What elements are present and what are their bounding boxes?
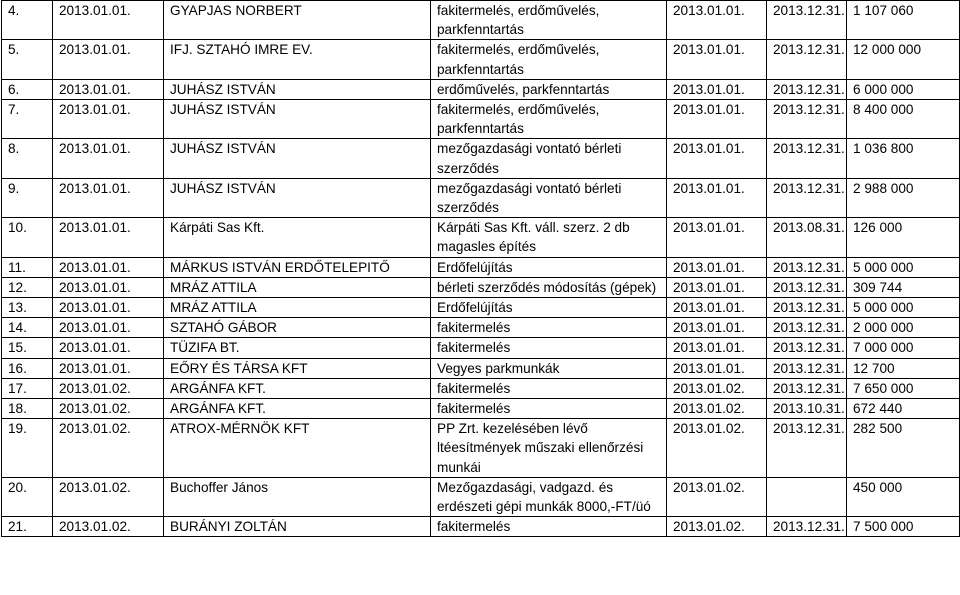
- amount-cell: 6 000 000: [847, 79, 960, 99]
- contract-subject-cell: fakitermelés: [431, 517, 667, 537]
- table-row: [2, 318, 960, 338]
- end-date-cell: 2013.12.31.: [767, 139, 847, 178]
- table-row: [2, 40, 960, 79]
- start-date-cell: 2013.01.01.: [667, 277, 767, 297]
- contract-date-cell: 2013.01.01.: [53, 100, 164, 139]
- row-number-cell: 10.: [2, 218, 53, 257]
- contract-subject-cell: mezőgazdasági vontató bérleti szerződés: [431, 178, 667, 217]
- contract-subject-cell: fakitermelés: [431, 318, 667, 338]
- amount-cell: 5 000 000: [847, 298, 960, 318]
- contract-subject-cell: fakitermelés, erdőművelés, parkfenntartás: [431, 40, 667, 79]
- start-date-cell: 2013.01.01.: [667, 318, 767, 338]
- end-date-cell: 2013.12.31.: [767, 178, 847, 217]
- amount-cell: 12 000 000: [847, 40, 960, 79]
- contract-party-cell: IFJ. SZTAHÓ IMRE EV.: [164, 40, 431, 79]
- contract-party-cell: MRÁZ ATTILA: [164, 298, 431, 318]
- contract-party-cell: Kárpáti Sas Kft.: [164, 218, 431, 257]
- contract-date-cell: 2013.01.02.: [53, 399, 164, 419]
- table-row: [2, 1, 960, 40]
- end-date-cell: [767, 477, 847, 516]
- table-row: [2, 178, 960, 217]
- contract-subject-cell: Vegyes parkmunkák: [431, 358, 667, 378]
- start-date-cell: 2013.01.02.: [667, 517, 767, 537]
- row-number-cell: 20.: [2, 477, 53, 516]
- table-row: [2, 139, 960, 178]
- start-date-cell: 2013.01.01.: [667, 178, 767, 217]
- row-number-cell: 12.: [2, 277, 53, 297]
- contract-date-cell: 2013.01.01.: [53, 178, 164, 217]
- contract-subject-cell: fakitermelés, erdőművelés, parkfenntartás: [431, 1, 667, 40]
- contract-date-cell: 2013.01.01.: [53, 298, 164, 318]
- contract-party-cell: JUHÁSZ ISTVÁN: [164, 79, 431, 99]
- amount-cell: 309 744: [847, 277, 960, 297]
- contract-party-cell: TÜZIFA BT.: [164, 338, 431, 358]
- contract-date-cell: 2013.01.02.: [53, 517, 164, 537]
- contract-date-cell: 2013.01.01.: [53, 358, 164, 378]
- table-row: [2, 358, 960, 378]
- contract-party-cell: JUHÁSZ ISTVÁN: [164, 178, 431, 217]
- contract-subject-cell: fakitermelés, erdőművelés, parkfenntartás: [431, 100, 667, 139]
- row-number-cell: 17.: [2, 378, 53, 398]
- table-row: [2, 419, 960, 478]
- contract-party-cell: JUHÁSZ ISTVÁN: [164, 139, 431, 178]
- start-date-cell: 2013.01.01.: [667, 257, 767, 277]
- contract-party-cell: BURÁNYI ZOLTÁN: [164, 517, 431, 537]
- row-number-cell: 4.: [2, 1, 53, 40]
- contract-date-cell: 2013.01.01.: [53, 318, 164, 338]
- row-number-cell: 19.: [2, 419, 53, 478]
- row-number-cell: 8.: [2, 139, 53, 178]
- end-date-cell: 2013.12.31.: [767, 517, 847, 537]
- amount-cell: 450 000: [847, 477, 960, 516]
- end-date-cell: 2013.12.31.: [767, 298, 847, 318]
- amount-cell: 7 000 000: [847, 338, 960, 358]
- table-row: [2, 277, 960, 297]
- start-date-cell: 2013.01.01.: [667, 40, 767, 79]
- row-number-cell: 5.: [2, 40, 53, 79]
- end-date-cell: 2013.12.31.: [767, 40, 847, 79]
- contract-party-cell: MRÁZ ATTILA: [164, 277, 431, 297]
- start-date-cell: 2013.01.02.: [667, 399, 767, 419]
- contract-date-cell: 2013.01.02.: [53, 419, 164, 478]
- amount-cell: 2 988 000: [847, 178, 960, 217]
- contract-party-cell: EŐRY ÉS TÁRSA KFT: [164, 358, 431, 378]
- contract-subject-cell: bérleti szerződés módosítás (gépek): [431, 277, 667, 297]
- start-date-cell: 2013.01.02.: [667, 419, 767, 478]
- table-row: [2, 399, 960, 419]
- table-row: [2, 517, 960, 537]
- contract-date-cell: 2013.01.01.: [53, 139, 164, 178]
- table-row: [2, 338, 960, 358]
- start-date-cell: 2013.01.01.: [667, 358, 767, 378]
- table-row: [2, 218, 960, 257]
- contract-party-cell: SZTAHÓ GÁBOR: [164, 318, 431, 338]
- amount-cell: 5 000 000: [847, 257, 960, 277]
- contract-date-cell: 2013.01.01.: [53, 40, 164, 79]
- contract-party-cell: Buchoffer János: [164, 477, 431, 516]
- contracts-table: [1, 0, 960, 537]
- amount-cell: 2 000 000: [847, 318, 960, 338]
- end-date-cell: 2013.12.31.: [767, 277, 847, 297]
- start-date-cell: 2013.01.01.: [667, 338, 767, 358]
- contract-party-cell: JUHÁSZ ISTVÁN: [164, 100, 431, 139]
- table-row: [2, 378, 960, 398]
- contract-date-cell: 2013.01.02.: [53, 378, 164, 398]
- contract-subject-cell: Erdőfelújítás: [431, 298, 667, 318]
- table-row: [2, 100, 960, 139]
- row-number-cell: 9.: [2, 178, 53, 217]
- contract-subject-cell: mezőgazdasági vontató bérleti szerződés: [431, 139, 667, 178]
- contract-date-cell: 2013.01.01.: [53, 257, 164, 277]
- end-date-cell: 2013.12.31.: [767, 318, 847, 338]
- start-date-cell: 2013.01.01.: [667, 298, 767, 318]
- amount-cell: 7 500 000: [847, 517, 960, 537]
- row-number-cell: 16.: [2, 358, 53, 378]
- table-row: [2, 257, 960, 277]
- amount-cell: 282 500: [847, 419, 960, 478]
- amount-cell: 12 700: [847, 358, 960, 378]
- amount-cell: 1 107 060: [847, 1, 960, 40]
- row-number-cell: 11.: [2, 257, 53, 277]
- contract-subject-cell: Kárpáti Sas Kft. váll. szerz. 2 db magasles építés: [431, 218, 667, 257]
- start-date-cell: 2013.01.01.: [667, 79, 767, 99]
- end-date-cell: 2013.12.31.: [767, 100, 847, 139]
- row-number-cell: 13.: [2, 298, 53, 318]
- contracts-table-body: [2, 1, 960, 537]
- start-date-cell: 2013.01.02.: [667, 378, 767, 398]
- row-number-cell: 7.: [2, 100, 53, 139]
- amount-cell: 126 000: [847, 218, 960, 257]
- end-date-cell: 2013.12.31.: [767, 419, 847, 478]
- end-date-cell: 2013.12.31.: [767, 257, 847, 277]
- contract-party-cell: GYAPJAS NORBERT: [164, 1, 431, 40]
- row-number-cell: 6.: [2, 79, 53, 99]
- contract-party-cell: ARGÁNFA KFT.: [164, 399, 431, 419]
- start-date-cell: 2013.01.01.: [667, 100, 767, 139]
- contract-subject-cell: fakitermelés: [431, 378, 667, 398]
- contract-date-cell: 2013.01.01.: [53, 218, 164, 257]
- contract-party-cell: ATROX-MÉRNÖK KFT: [164, 419, 431, 478]
- contract-party-cell: ARGÁNFA KFT.: [164, 378, 431, 398]
- amount-cell: 1 036 800: [847, 139, 960, 178]
- contract-subject-cell: fakitermelés: [431, 338, 667, 358]
- contract-date-cell: 2013.01.02.: [53, 477, 164, 516]
- start-date-cell: 2013.01.01.: [667, 1, 767, 40]
- start-date-cell: 2013.01.02.: [667, 477, 767, 516]
- contract-date-cell: 2013.01.01.: [53, 277, 164, 297]
- contract-party-cell: MÁRKUS ISTVÁN ERDŐTELEPITŐ: [164, 257, 431, 277]
- start-date-cell: 2013.01.01.: [667, 139, 767, 178]
- contract-date-cell: 2013.01.01.: [53, 79, 164, 99]
- end-date-cell: 2013.12.31.: [767, 378, 847, 398]
- row-number-cell: 14.: [2, 318, 53, 338]
- end-date-cell: 2013.12.31.: [767, 338, 847, 358]
- amount-cell: 7 650 000: [847, 378, 960, 398]
- start-date-cell: 2013.01.01.: [667, 218, 767, 257]
- contract-date-cell: 2013.01.01.: [53, 338, 164, 358]
- row-number-cell: 15.: [2, 338, 53, 358]
- row-number-cell: 18.: [2, 399, 53, 419]
- end-date-cell: 2013.12.31.: [767, 358, 847, 378]
- amount-cell: 8 400 000: [847, 100, 960, 139]
- contract-subject-cell: erdőművelés, parkfenntartás: [431, 79, 667, 99]
- end-date-cell: 2013.12.31.: [767, 79, 847, 99]
- end-date-cell: 2013.08.31.: [767, 218, 847, 257]
- end-date-cell: 2013.12.31.: [767, 1, 847, 40]
- contract-subject-cell: Mezőgazdasági, vadgazd. és erdészeti gépi munkák 8000,-FT/üó: [431, 477, 667, 516]
- end-date-cell: 2013.10.31.: [767, 399, 847, 419]
- table-row: [2, 477, 960, 516]
- contract-date-cell: 2013.01.01.: [53, 1, 164, 40]
- table-row: [2, 79, 960, 99]
- contract-subject-cell: fakitermelés: [431, 399, 667, 419]
- table-row: [2, 298, 960, 318]
- row-number-cell: 21.: [2, 517, 53, 537]
- amount-cell: 672 440: [847, 399, 960, 419]
- contract-subject-cell: PP Zrt. kezelésében lévő ltéesítmények műszaki ellenőrzési munkái: [431, 419, 667, 478]
- contract-subject-cell: Erdőfelújítás: [431, 257, 667, 277]
